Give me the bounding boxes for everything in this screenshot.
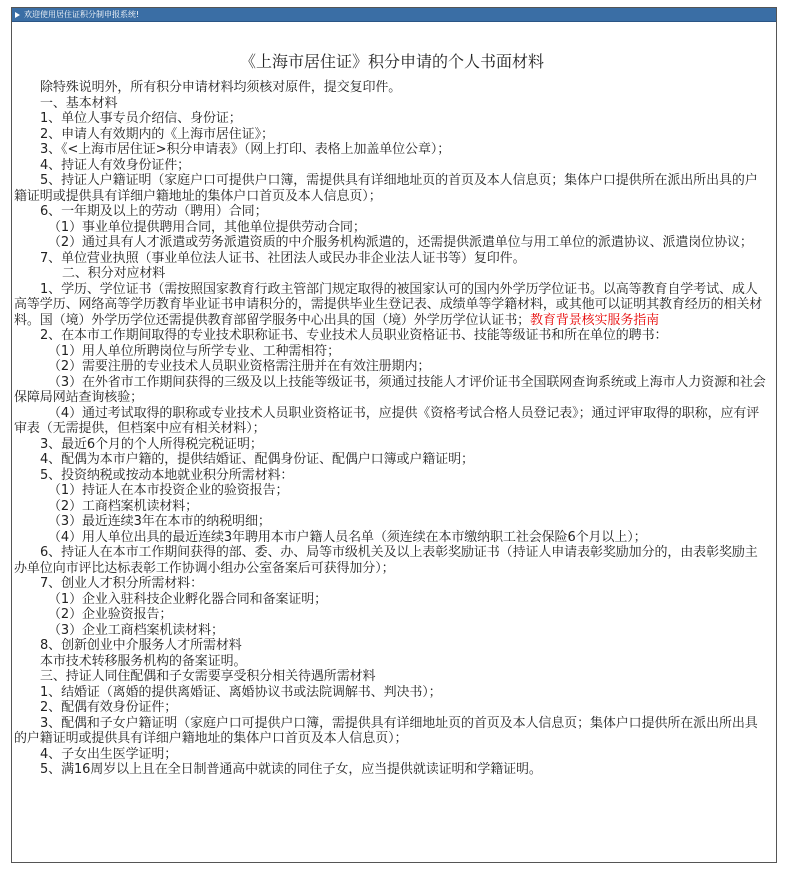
section2-item-5-2: （2）工商档案机读材料；: [48, 498, 199, 514]
document-title: 《上海市居住证》积分申请的个人书面材料: [239, 52, 544, 71]
section2-item-7-3: （3）企业工商档案机读材料；: [48, 622, 224, 638]
section1-item-6-1: （1）事业单位提供聘用合同，其他单位提供劳动合同；: [48, 219, 366, 235]
section2-item-3: 3、最近6个月的个人所得税完税证明；: [40, 436, 263, 452]
section2-item-7-1: （1）企业入驻科技企业孵化器合同和备案证明；: [48, 591, 328, 607]
section2-item-2-3: （3）在外省市工作期间获得的三级及以上技能等级证书，须通过技能人才评价证书全国联网查询系统或上海市人力资源和社会保障局网站查询核验；: [14, 374, 766, 405]
section2-item-2-1: （1）用人单位所聘岗位与所学专业、工种需相符；: [48, 343, 340, 359]
section2-item-8-detail: 本市技术转移服务机构的备案证明。: [40, 653, 247, 669]
document-content: [12, 49, 776, 778]
section2-item-7-2: （2）企业验资报告；: [48, 607, 173, 622]
section2-item-8: 8、创新创业中介服务人才所需材料: [40, 638, 242, 653]
triangle-right-icon: [15, 12, 20, 18]
section1-heading: 一、基本材料: [40, 95, 118, 111]
section2-item-1-text: 1、学历、学位证书（需按照国家教育行政主管部门规定取得的被国家认可的国内外学历学位证书。以高等教育自学考试、成人高等学历、网络高等学历教育毕业证书申请积分的，需提供毕业生登记表、成绩单等学籍材料，或其他可以证明其教育经历的相关材料。国（境）外学历学位还需提供教育部留学服务中心出具的国（境）外学历学位认证书；: [14, 281, 763, 328]
section2-item-6: 6、持证人在本市工作期间获得的部、委、办、局等市级机关及以上表彰奖励证书（持证人申请表彰奖励加分的，由表彰奖励主办单位向市评比达标表彰工作协调小组办公室备案后可获得加分）；: [14, 545, 758, 576]
section1-item-1: 1、单位人事专员介绍信、身份证；: [40, 111, 242, 126]
section2-item-5-4: （4）用人单位出具的最近连续3年聘用本市户籍人员名单（须连续在本市缴纳职工社会保险6个月以上）；: [48, 529, 647, 545]
page-frame: [11, 7, 777, 863]
section3-item-1: 1、结婚证（离婚的提供离婚证、离婚协议书或法院调解书、判决书）；: [40, 684, 442, 700]
intro-text: 除特殊说明外，所有积分申请材料均须核对原件，提交复印件。: [40, 80, 402, 95]
section2-item-2-4: （4）通过考试取得的职称或专业技术人员职业资格证书，应提供《资格考试合格人员登记表》；通过评审取得的职称，应有评审表（无需提供，但档案中应有相关材料）；: [14, 405, 760, 436]
section1-item-2: 2、申请人有效期内的《上海市居住证》；: [40, 126, 274, 142]
welcome-bar: [12, 8, 776, 22]
section2-item-1: [14, 282, 770, 329]
section2-item-5: 5、投资纳税或按动本地就业积分所需材料：: [40, 467, 294, 483]
section3-heading: 三、持证人同住配偶和子女需要享受积分相关待遇所需材料: [40, 669, 376, 684]
section1-item-6-2: （2）通过具有人才派遣或劳务派遣资质的中介服务机构派遣的，还需提供派遣单位与用工单位的派遣协议、派遣岗位协议；: [48, 235, 753, 250]
section1-item-7: 7、单位营业执照（事业单位法人证书、社团法人或民办非企业法人证书等）复印件。: [40, 250, 526, 266]
section1-item-3: 3、《<上海市居住证>积分申请表》（网上打印、表格上加盖单位公章）；: [40, 142, 451, 157]
education-verification-link[interactable]: 教育背景核实服务指南: [530, 312, 660, 328]
section3-item-2: 2、配偶有效身份证件；: [40, 700, 178, 715]
section2-heading: 二、积分对应材料: [62, 266, 166, 281]
section1-item-5: 5、持证人户籍证明（家庭户口可提供户口簿，需提供具有详细地址页的首页及本人信息页；集体户口提供所在派出所出具的户籍证明或提供具有详细户籍地址的集体户口首页及本人信息页）；: [14, 173, 758, 204]
section2-item-2-2: （2）需要注册的专业技术人员职业资格需注册并在有效注册期内；: [48, 359, 431, 374]
section2-item-7: 7、创业人才积分所需材料：: [40, 576, 203, 591]
document-body: [14, 80, 770, 778]
welcome-text: 欢迎使用居住证积分制申报系统!: [24, 10, 140, 19]
section3-item-4: 4、子女出生医学证明；: [40, 746, 178, 762]
section1-item-6: 6、一年期及以上的劳动（聘用）合同；: [40, 204, 268, 219]
section1-item-4: 4、持证人有效身份证件；: [40, 157, 191, 173]
section2-item-4: 4、配偶为本市户籍的，提供结婚证、配偶身份证、配偶户口簿或户籍证明；: [40, 452, 474, 467]
section2-item-5-1: （1）持证人在本市投资企业的验资报告；: [48, 483, 289, 498]
section2-item-5-3: （3）最近连续3年在本市的纳税明细；: [48, 514, 271, 529]
section3-item-5: 5、满16周岁以上且在全日制普通高中就读的同住子女，应当提供就读证明和学籍证明。: [40, 762, 542, 777]
section2-item-2: 2、在本市工作期间取得的专业技术职称证书、专业技术人员职业资格证书、技能等级证书和所在单位的聘书：: [40, 328, 668, 343]
section3-item-3: 3、配偶和子女户籍证明（家庭户口可提供户口簿，需提供具有详细地址页的首页及本人信息页；集体户口提供所在派出所出具的户籍证明或提供具有详细户籍地址的集体户口首页及本人信息页）；: [14, 715, 758, 746]
